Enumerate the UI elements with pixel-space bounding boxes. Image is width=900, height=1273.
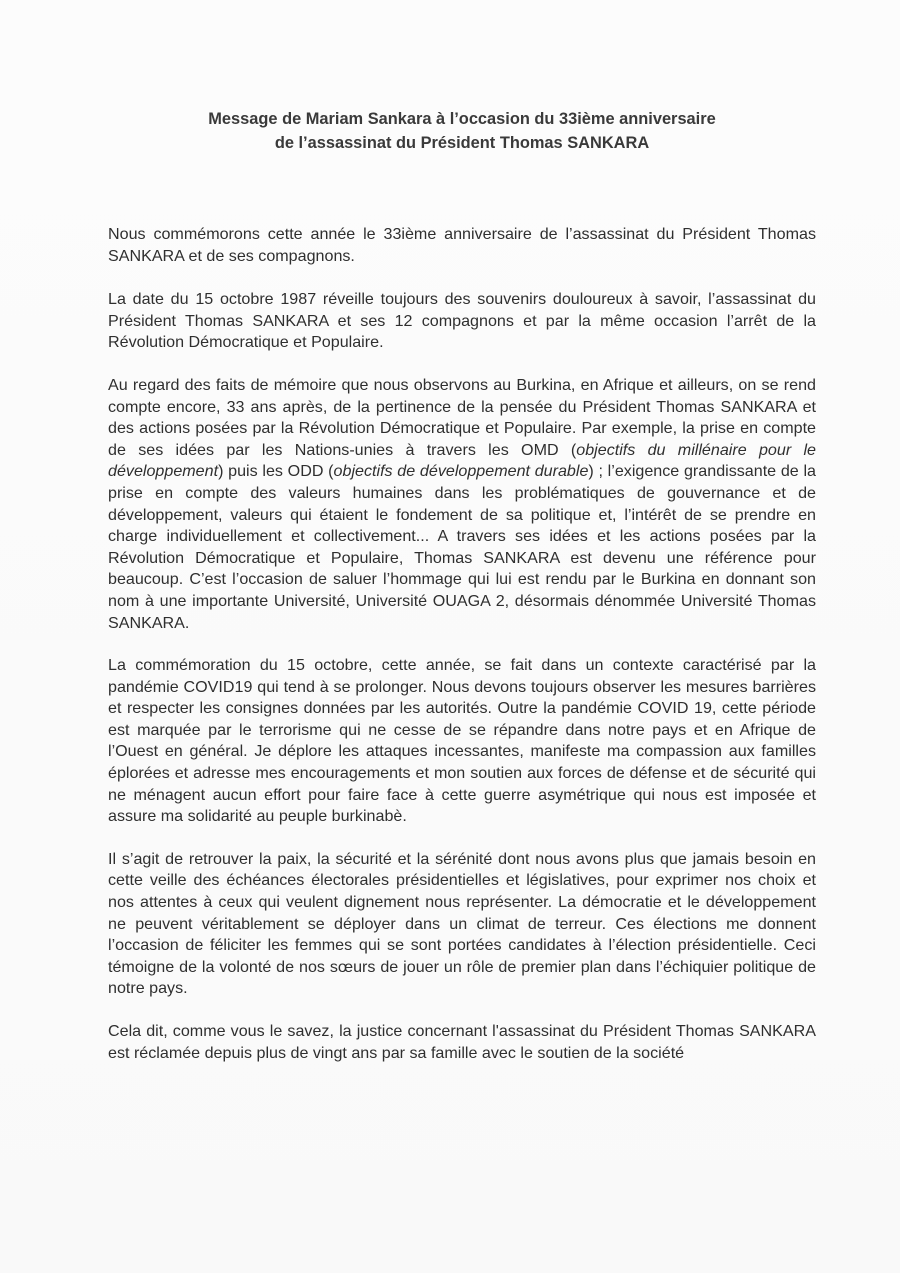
title-line-1: Message de Mariam Sankara à l’occasion du 33ième anniversaire [208,110,716,128]
paragraph-3-part-1: Au regard des faits de mémoire que nous observons au Burkina, en Afrique et ailleurs, on se rend compte encore, 33 ans après, de la pertinence de la pensée du Président Thomas SANKARA et des actions posées par la Révolution Démocratique et Populaire. Par exemple, la prise en compte de ses idées par les Nations-unies à travers les OMD ( [108,375,816,459]
paragraph-3-part-3: ) ; l’exigence grandissante de la prise en compte des valeurs humaines dans les problématiques de gouvernance et de développement, valeurs qui étaient le fondement de sa politique et, l’intérêt de se prendre en charge individuellement et collectivement... A travers ses idées et les actions posées par la Révolution Démocratique et Populaire, Thomas SANKARA est devenu une référence pour beaucoup. C’est l’occasion de saluer l’hommage qui lui est rendu par le Burkina en donnant son nom à une importante Université, Université OUAGA 2, désormais dénommée Université Thomas SANKARA. [108,462,817,632]
paragraph-6: Cela dit, comme vous le savez, la justice concernant l'assassinat du Président Thomas SANKARA est réclamée depuis plus de vingt ans par sa famille avec le soutien de la société [108,1022,816,1062]
paragraph-1: Nous commémorons cette année le 33ième anniversaire de l’assassinat du Président Thomas SANKARA et de ses compagnons. [108,225,816,265]
paragraph-3-part-2: ) puis les ODD ( [218,462,334,481]
paragraph-4: La commémoration du 15 octobre, cette année, se fait dans un contexte caractérisé par la pandémie COVID19 qui tend à se prolonger. Nous devons toujours observer les mesures barrières et respecter les consignes données par les autorités. Outre la pandémie COVID 19, cette période est marquée par le terrorisme qui ne cesse de se répandre dans notre pays et en Afrique de l’Ouest en général. Je déplore les attaques incessantes, manifeste ma compassion aux familles éplorées et adresse mes encouragements et mon soutien aux forces de défense et de sécurité qui ne ménagent aucun effort pour faire face à cette guerre asymétrique qui nous est imposée et assure ma solidarité au peuple burkinabè. [108,656,816,826]
paragraph-2: La date du 15 octobre 1987 réveille toujours des souvenirs douloureux à savoir, l’assassinat du Président Thomas SANKARA et ses 12 compagnons et par la même occasion l’arrêt de la Révolution Démocratique et Populaire. [108,290,816,352]
title-line-2: de l’assassinat du Président Thomas SANKARA [274,134,650,152]
document-body [108,224,816,1086]
paragraph-3-italic-odd: objectifs de développement durable [333,462,589,481]
paragraph-5: Il s’agit de retrouver la paix, la sécurité et la sérénité dont nous avons plus que jamais besoin en cette veille des échéances électorales présidentielles et législatives, pour exprimer nos choix et nos attentes à ceux qui veulent dignement nous représenter. La démocratie et le développement ne peuvent véritablement se déployer dans un climat de terreur. Ces élections me donnent l’occasion de féliciter les femmes qui se sont portées candidates à l’élection présidentielle. Ceci témoigne de la volonté de nos sœurs de jouer un rôle de premier plan dans l’échiquier politique de notre pays. [108,849,816,998]
paragraph-3-italic-omd: objectifs du millénaire pour le développement [108,440,817,481]
document-title [108,107,816,155]
paragraph-3 [108,375,816,634]
